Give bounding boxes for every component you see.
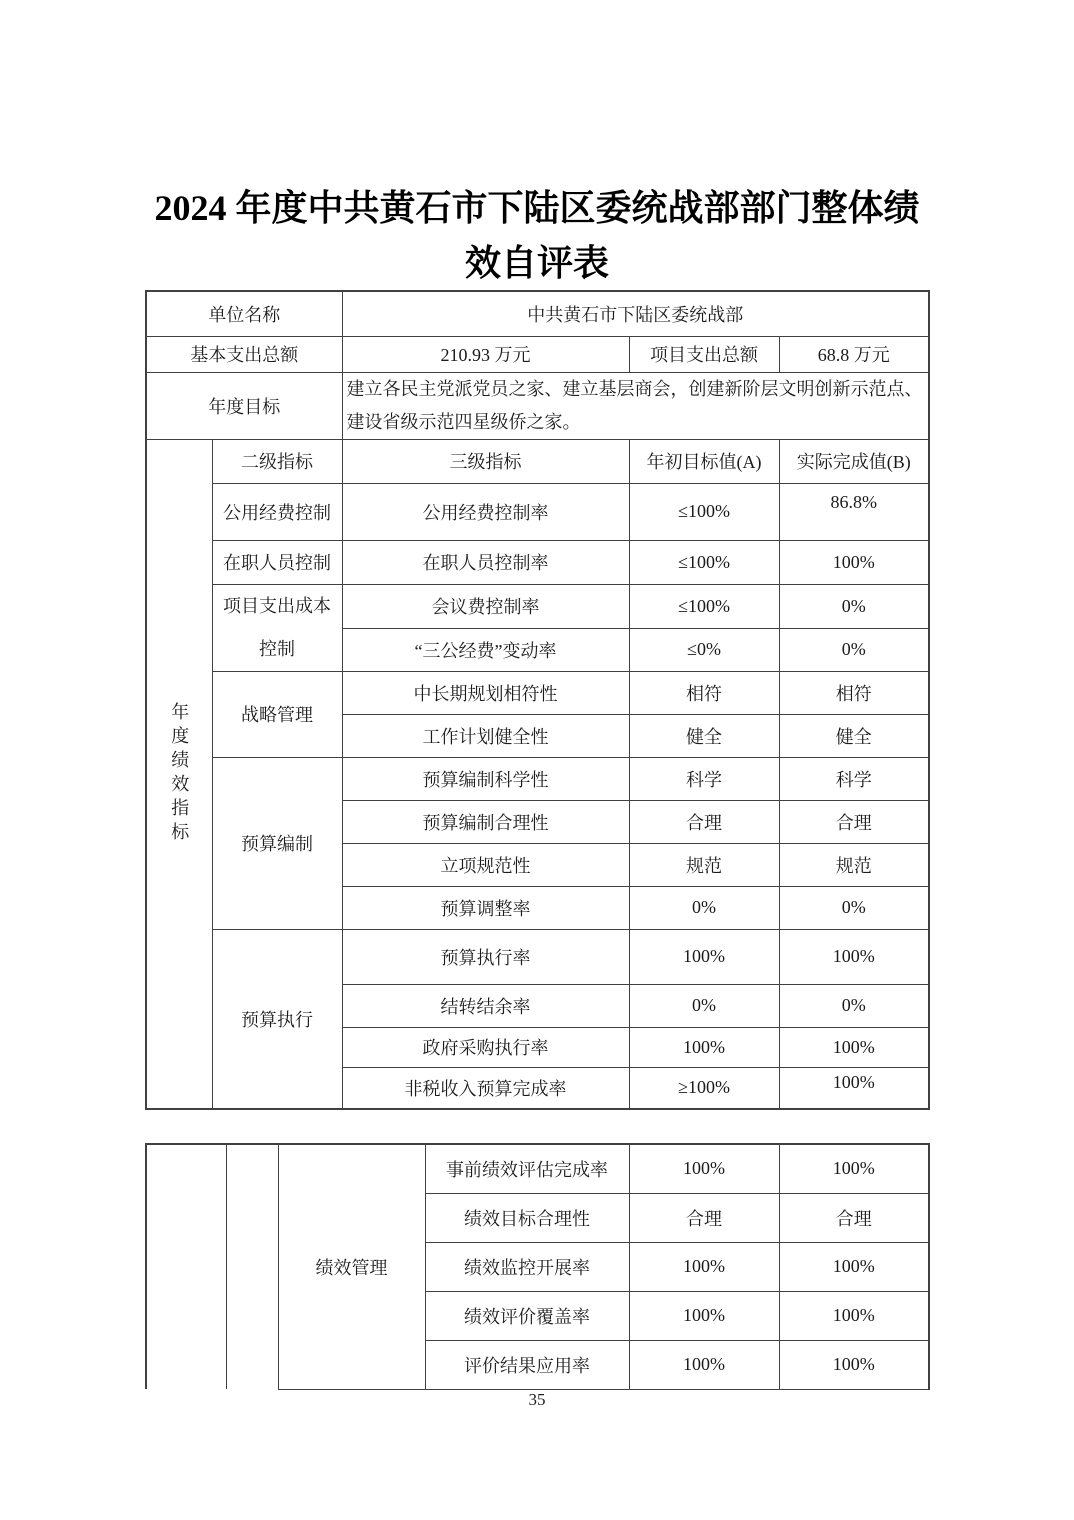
cell-actual: 0% — [779, 984, 929, 1027]
empty-carryover-cell-a — [146, 1144, 226, 1389]
cell-target: 0% — [629, 886, 779, 929]
cell-actual: 相符 — [779, 671, 929, 714]
cell-actual: 100% — [779, 1242, 929, 1291]
annual-indicators-vertical-text: 年度绩效指标 — [169, 701, 190, 846]
cell-actual: 100% — [779, 1144, 929, 1193]
document-title-line-2: 效自评表 — [464, 243, 609, 283]
unit-name-value: 中共黄石市下陆区委统战部 — [342, 291, 929, 336]
cell-actual: 0% — [779, 628, 929, 671]
cell-actual: 86.8% — [779, 483, 929, 540]
cell-group-name: 在职人员控制 — [212, 540, 342, 584]
cell-indicator: 事前绩效评估完成率 — [425, 1144, 629, 1193]
column-header-target: 年初目标值(A) — [629, 439, 779, 483]
document-title-line-1: 2024 年度中共黄石市下陆区委统战部部门整体绩 — [154, 188, 920, 228]
cell-target: ≤0% — [629, 628, 779, 671]
cell-target: 科学 — [629, 757, 779, 800]
cell-group-name: 绩效管理 — [278, 1144, 425, 1389]
cell-actual: 100% — [779, 1067, 929, 1109]
cell-actual: 100% — [779, 540, 929, 584]
cell-actual: 0% — [779, 886, 929, 929]
table-row — [146, 291, 929, 336]
cell-target: 合理 — [629, 1193, 779, 1242]
empty-carryover-cell-b — [226, 1144, 278, 1389]
table-row — [146, 584, 929, 628]
cell-indicator: 绩效目标合理性 — [425, 1193, 629, 1242]
cell-actual: 100% — [779, 1027, 929, 1067]
cell-target: 100% — [629, 1340, 779, 1389]
cell-indicator: “三公经费”变动率 — [342, 628, 629, 671]
cell-actual: 合理 — [779, 800, 929, 843]
cell-indicator: 预算编制合理性 — [342, 800, 629, 843]
annual-indicators-vertical-label — [146, 439, 212, 1109]
cell-indicator: 评价结果应用率 — [425, 1340, 629, 1389]
basic-expense-value: 210.93 万元 — [342, 336, 629, 372]
cell-actual: 100% — [779, 1340, 929, 1389]
cell-target: 合理 — [629, 800, 779, 843]
cell-actual: 健全 — [779, 714, 929, 757]
table-row — [146, 757, 929, 800]
cell-actual: 0% — [779, 584, 929, 628]
table-row — [146, 671, 929, 714]
performance-table — [145, 290, 930, 1110]
table-row — [146, 336, 929, 372]
cell-target: 100% — [629, 1242, 779, 1291]
cell-indicator: 会议费控制率 — [342, 584, 629, 628]
cell-actual: 100% — [779, 929, 929, 984]
cell-indicator: 预算调整率 — [342, 886, 629, 929]
table-header-row — [146, 439, 929, 483]
cell-group-name: 预算编制 — [212, 757, 342, 929]
cell-indicator: 非税收入预算完成率 — [342, 1067, 629, 1109]
project-expense-label: 项目支出总额 — [629, 336, 779, 372]
cell-indicator: 预算执行率 — [342, 929, 629, 984]
cell-target: 健全 — [629, 714, 779, 757]
document-title — [0, 181, 1074, 291]
performance-table-continued — [145, 1143, 930, 1390]
cell-indicator: 公用经费控制率 — [342, 483, 629, 540]
table-row — [146, 540, 929, 584]
cell-indicator: 绩效评价覆盖率 — [425, 1291, 629, 1340]
cell-group-name: 预算执行 — [212, 929, 342, 1109]
cell-indicator: 预算编制科学性 — [342, 757, 629, 800]
cell-indicator: 在职人员控制率 — [342, 540, 629, 584]
basic-expense-label: 基本支出总额 — [146, 336, 342, 372]
table-row — [146, 483, 929, 540]
cell-target: 100% — [629, 1027, 779, 1067]
cell-indicator: 工作计划健全性 — [342, 714, 629, 757]
annual-goal-value: 建立各民主党派党员之家、建立基层商会，创建新阶层文明创新示范点、建设省级示范四星级侨之家。 — [342, 372, 929, 439]
cell-target: ≤100% — [629, 584, 779, 628]
cell-actual: 100% — [779, 1291, 929, 1340]
table-row — [146, 372, 929, 439]
column-header-actual: 实际完成值(B) — [779, 439, 929, 483]
unit-name-label: 单位名称 — [146, 291, 342, 336]
cell-indicator: 政府采购执行率 — [342, 1027, 629, 1067]
cell-indicator: 结转结余率 — [342, 984, 629, 1027]
cell-group-name: 公用经费控制 — [212, 483, 342, 540]
cell-indicator: 立项规范性 — [342, 843, 629, 886]
annual-goal-label: 年度目标 — [146, 372, 342, 439]
cell-target: 0% — [629, 984, 779, 1027]
cell-indicator: 绩效监控开展率 — [425, 1242, 629, 1291]
cell-indicator: 中长期规划相符性 — [342, 671, 629, 714]
table-row — [146, 1144, 929, 1193]
cell-target: ≤100% — [629, 540, 779, 584]
table-row — [146, 929, 929, 984]
page-number: 35 — [528, 1390, 546, 1409]
column-header-level2: 二级指标 — [212, 439, 342, 483]
cell-group-name: 项目支出成本控制 — [212, 584, 342, 671]
cell-actual: 合理 — [779, 1193, 929, 1242]
cell-group-name: 战略管理 — [212, 671, 342, 757]
cell-actual: 科学 — [779, 757, 929, 800]
cell-target: 100% — [629, 1291, 779, 1340]
cell-target: 100% — [629, 929, 779, 984]
cell-target: 100% — [629, 1144, 779, 1193]
cell-actual: 规范 — [779, 843, 929, 886]
cell-target: ≥100% — [629, 1067, 779, 1109]
cell-target: 规范 — [629, 843, 779, 886]
cell-target: 相符 — [629, 671, 779, 714]
column-header-level3: 三级指标 — [342, 439, 629, 483]
project-expense-value: 68.8 万元 — [779, 336, 929, 372]
cell-target: ≤100% — [629, 483, 779, 540]
